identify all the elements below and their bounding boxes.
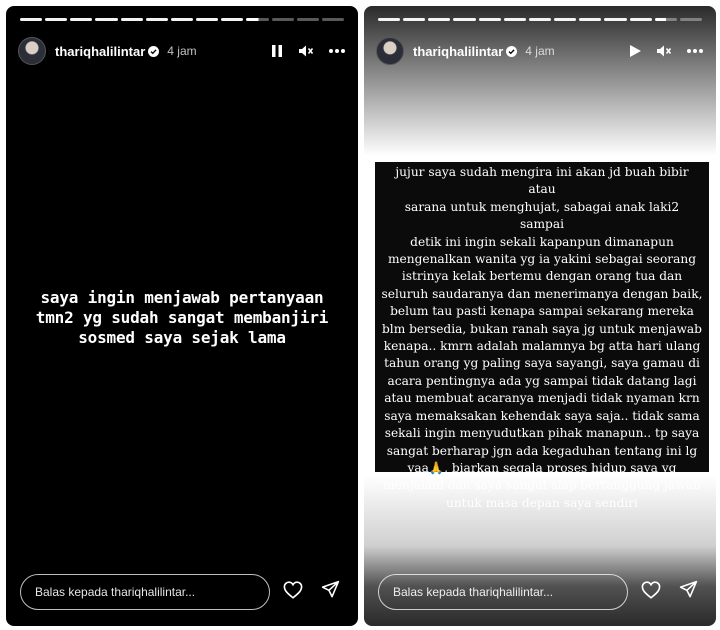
progress-segment	[504, 18, 526, 21]
username[interactable]: thariqhalilintar	[413, 43, 504, 59]
progress-segment	[554, 18, 576, 21]
progress-segment	[146, 18, 168, 21]
story-header	[376, 36, 704, 66]
story-text-line: mengenalkan wanita yg ia yakini sebagai seorang	[387, 252, 697, 267]
verified-icon	[148, 46, 159, 57]
progress-segment	[221, 18, 243, 21]
story-text-line: sarana untuk menghujat, sabagai anak laki2 sampai	[404, 199, 680, 232]
progress-segment	[20, 18, 42, 21]
story-text-line: sosmed saya sejak lama	[78, 328, 286, 347]
reply-input[interactable]	[378, 574, 628, 610]
more-icon[interactable]	[686, 48, 704, 54]
story-text-line: sangat berharap jgn ada kegaduhan tentang ini lg	[386, 443, 698, 458]
progress-segment	[45, 18, 67, 21]
story-text-line: untuk masa depan saya sendiri	[445, 495, 638, 510]
progress-segment	[378, 18, 400, 21]
story-text-line: tmn2 yg sudah sangat membanjiri	[35, 308, 329, 327]
story-text-line: istrinya kelak bertemu dengan orang tua dan	[401, 269, 683, 284]
heart-icon[interactable]	[641, 581, 661, 604]
timestamp: 4 jam	[525, 44, 555, 58]
progress-segment	[579, 18, 601, 21]
reply-bar	[20, 574, 344, 610]
mute-icon[interactable]	[656, 44, 672, 58]
story-panel-right[interactable]	[364, 6, 716, 626]
story-text	[6, 288, 358, 348]
story-text-line: saya ingin menjawab pertanyaan	[40, 288, 324, 307]
progress-segment	[121, 18, 143, 21]
progress-segment	[322, 18, 344, 21]
story-text-line: belum tau pasti kenapa sampai sekarang mereka	[390, 304, 694, 319]
story-text-line: blm bersedia, bukan ranah saya jg untuk menjawab	[382, 321, 702, 336]
send-icon[interactable]	[679, 580, 698, 604]
more-icon[interactable]	[328, 48, 346, 54]
verified-icon	[506, 46, 517, 57]
send-icon[interactable]	[321, 580, 340, 604]
progress-segment	[246, 18, 268, 21]
story-text-line: kenapa.. kmrn adalah malamnya bg atta hari ulang	[383, 339, 701, 354]
story-text-line: saya memaksakan kehendak saya saja.. tidak sama	[384, 408, 700, 423]
story-text-line: menjalani dan saya sangat siap bertanggung jawab	[383, 478, 701, 493]
progress-segment	[95, 18, 117, 21]
story-progress-bar	[20, 18, 344, 21]
story-text-box	[375, 162, 709, 510]
story-header	[18, 36, 346, 66]
progress-segment	[70, 18, 92, 21]
heart-icon[interactable]	[283, 581, 303, 604]
story-text-line: detik ini ingin sekali kapanpun dimanapun	[410, 234, 674, 249]
progress-segment	[630, 18, 652, 21]
avatar[interactable]	[18, 37, 46, 65]
story-text-line: atau membuat acaranya menjadi tidak nyaman krn	[384, 391, 700, 406]
progress-segment	[428, 18, 450, 21]
story-text-line: seluruh saudaranya dan menerimanya dengan baik,	[381, 286, 703, 301]
reply-input[interactable]	[20, 574, 270, 610]
avatar[interactable]	[376, 37, 404, 65]
progress-segment	[272, 18, 294, 21]
progress-segment	[171, 18, 193, 21]
progress-segment	[403, 18, 425, 21]
progress-segment	[655, 18, 677, 21]
reply-bar	[378, 574, 702, 610]
mute-icon[interactable]	[298, 44, 314, 58]
story-text-line: sekali ingin menyudutkan pihak manapun.. tp saya	[384, 426, 700, 441]
story-text-line: jujur saya sudah mengira ini akan jd buah bibir atau	[395, 165, 689, 197]
pause-icon[interactable]	[270, 44, 284, 58]
story-text-line: acara pentingnya ada yg sampai tidak datang lagi	[387, 373, 697, 388]
story-progress-bar	[378, 18, 702, 21]
story-text-line: tahun orang yg paling saya sayangi, saya gamau di	[384, 356, 700, 371]
progress-segment	[529, 18, 551, 21]
story-text-line: yaa🙏, biarkan segala proses hidup saya yg	[407, 460, 677, 475]
timestamp: 4 jam	[167, 44, 197, 58]
progress-segment	[604, 18, 626, 21]
progress-segment	[479, 18, 501, 21]
progress-segment	[297, 18, 319, 21]
username[interactable]: thariqhalilintar	[55, 43, 146, 59]
story-panel-left[interactable]	[6, 6, 358, 626]
progress-segment	[453, 18, 475, 21]
progress-segment	[196, 18, 218, 21]
play-icon[interactable]	[628, 44, 642, 58]
progress-segment	[680, 18, 702, 21]
